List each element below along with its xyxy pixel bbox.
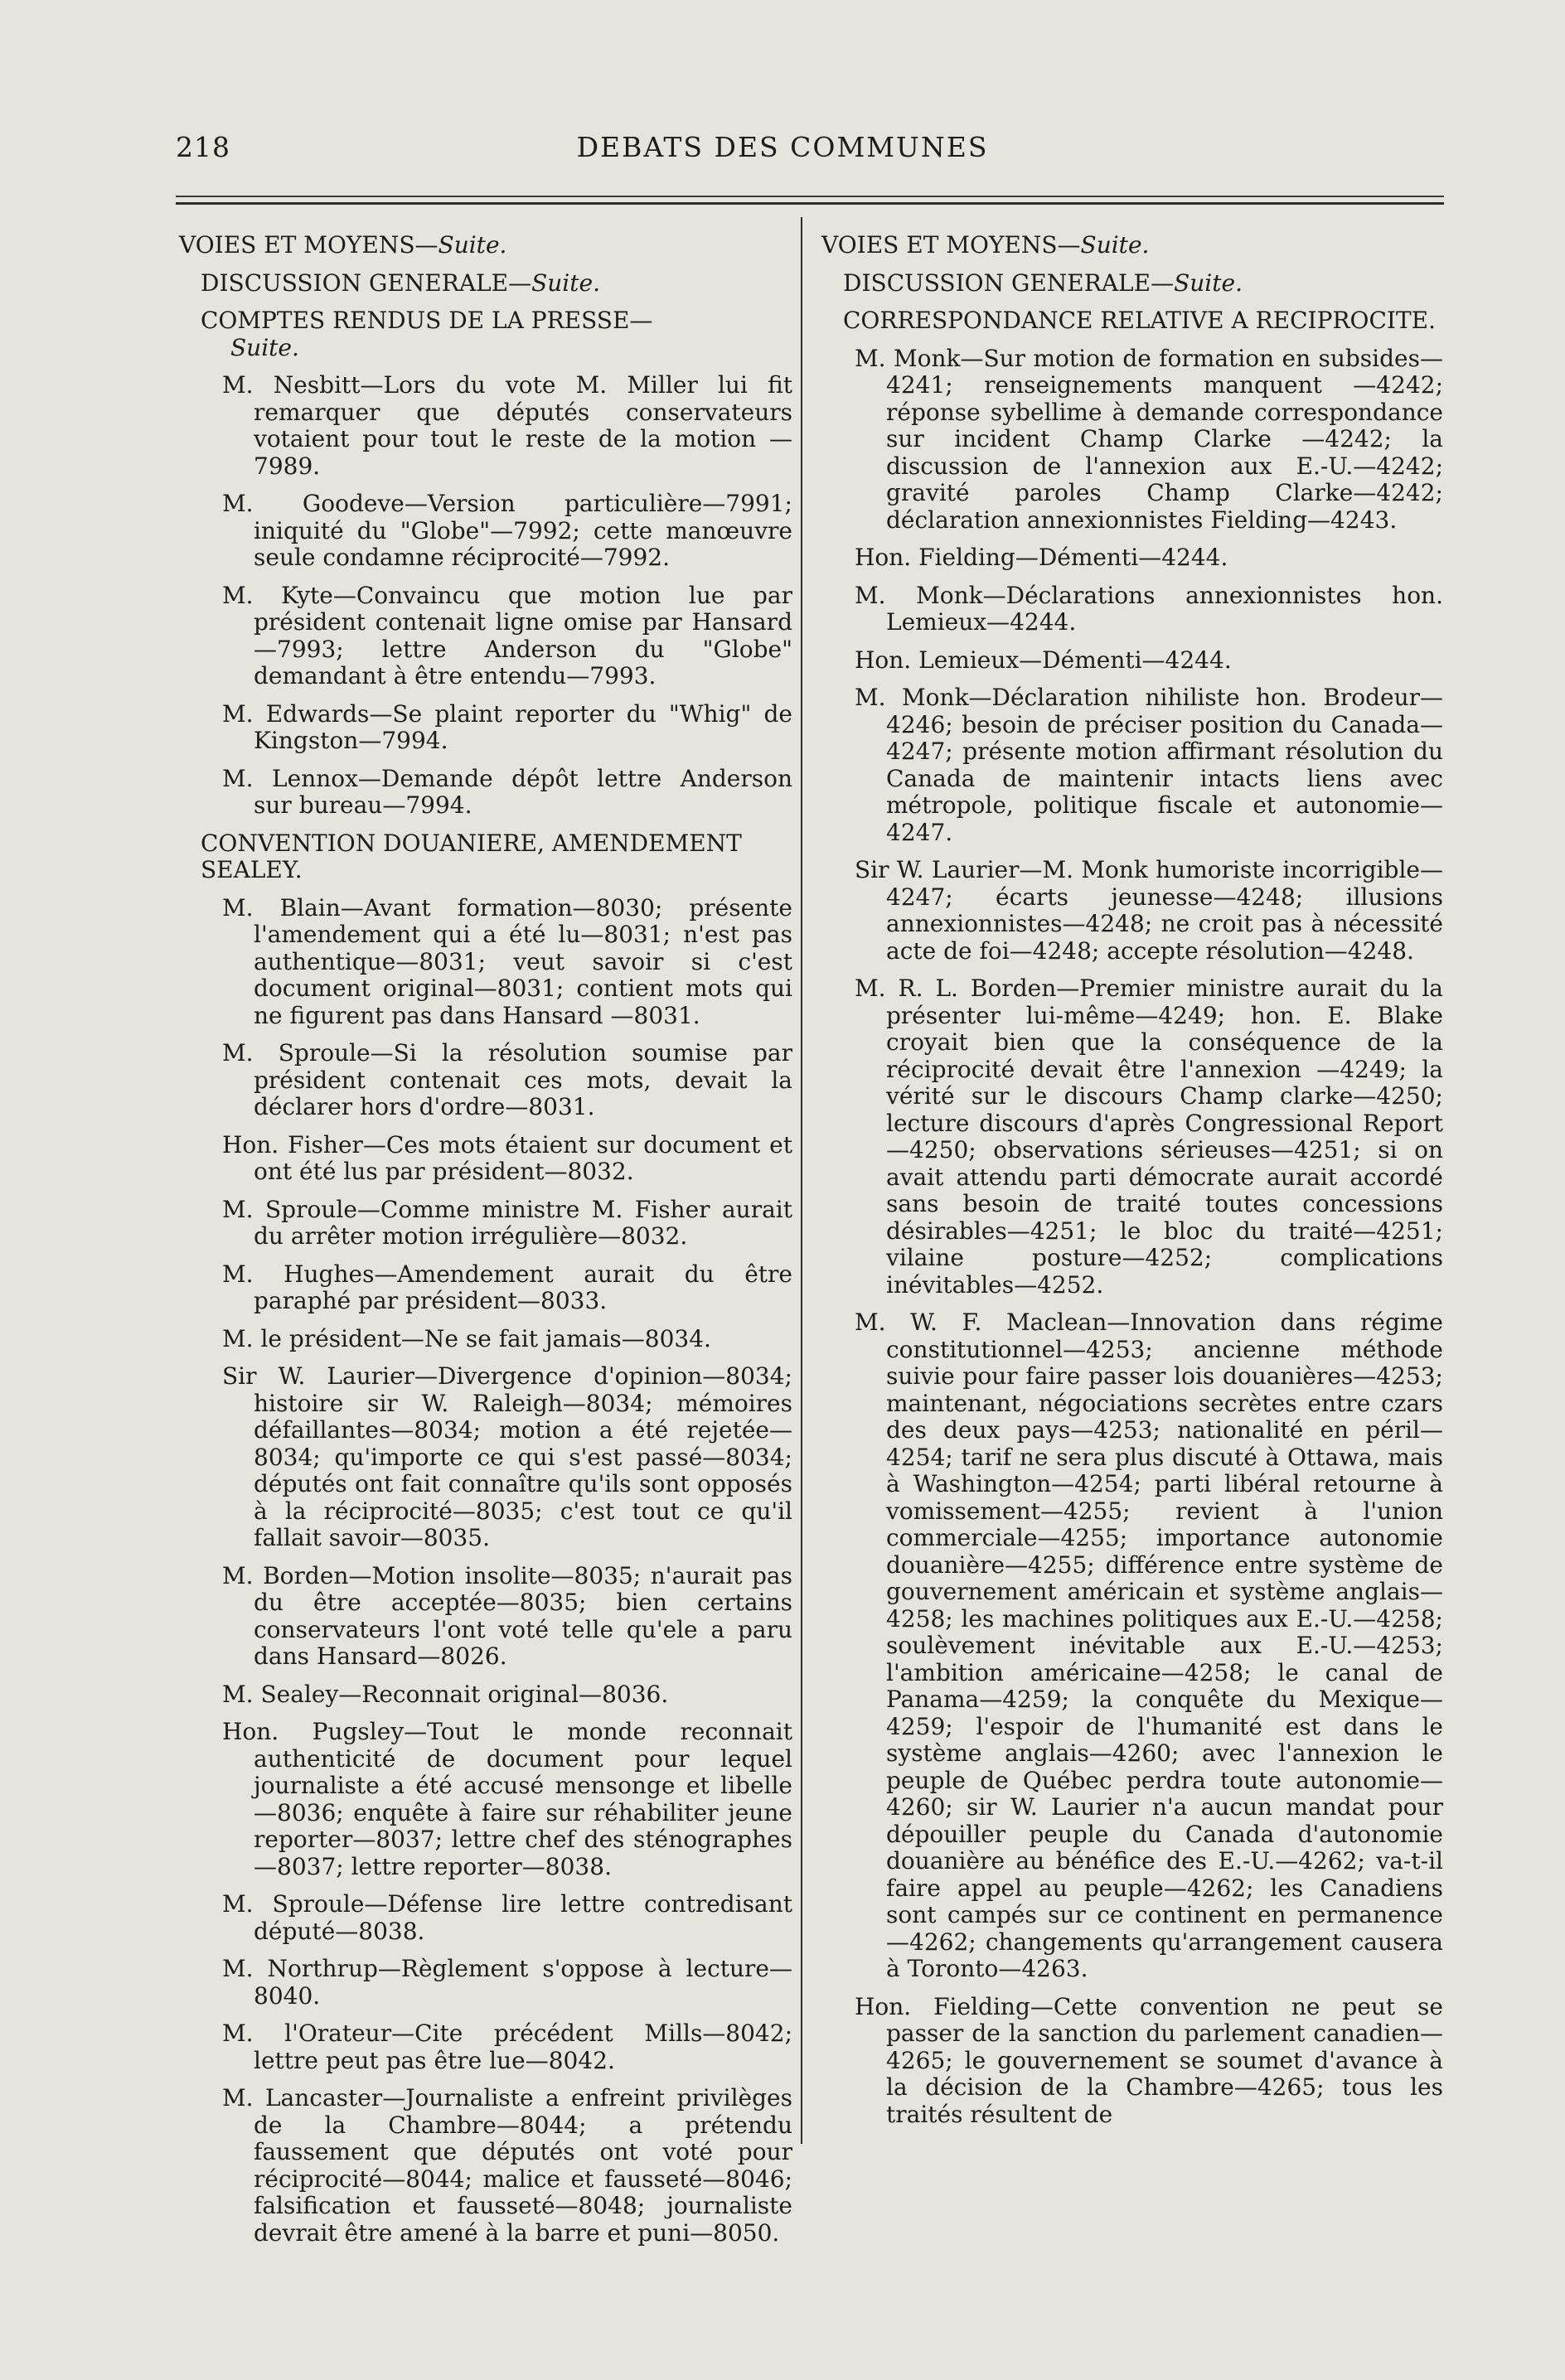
entry-list — [179, 895, 792, 2247]
list-item: M. Lennox—Demande dépôt lettre Anderson sur bureau—7994. — [222, 764, 792, 819]
running-head: DEBATS DES COMMUNES — [576, 131, 989, 163]
list-item: M. Monk—Déclaration nihiliste hon. Brodeur—4246; besoin de préciser position du Canada—4247; présente motion affirmant résolution du Canada de maintenir intacts liens avec métropole, politique fiscale et autonomie—4247. — [855, 684, 1443, 846]
entry-list — [179, 372, 792, 820]
list-item: M. Kyte—Convaincu que motion lue par président contenait ligne omise par Hansard—7993; lettre Anderson du "Globe" demandant à être entendu—7993. — [222, 581, 792, 689]
right-column — [821, 232, 1443, 2139]
list-item: M. R. L. Borden—Premier ministre aurait du la présenter lui-même—4249; hon. E. Blake croyait bien que la conséquence de la réciprocité devait être l'annexion —4249; la vérité sur le discours Champ clarke—4250; lecture discours d'après Congressional Report—4250; observations sérieuses—4251; si on avait attendu parti démocrate aurait accordé sans besoin de traité toutes concessions désirables—4251; le bloc du traité—4251; vilaine posture—4252; complications inévitables—4252. — [855, 975, 1443, 1299]
list-item: Hon. Pugsley—Tout le monde reconnait authenticité de document pour lequel journaliste a été accusé mensonge et libelle —8036; enquête à faire sur réhabiliter jeune reporter—8037; lettre chef des sténographes—8037; lettre reporter—8038. — [222, 1718, 792, 1880]
list-item: Hon. Fisher—Ces mots étaient sur document et ont été lus par président—8032. — [222, 1130, 792, 1185]
list-item: M. Goodeve—Version particulière—7991; iniquité du "Globe"—7992; cette manœuvre seule condamne réciprocité—7992. — [222, 490, 792, 571]
list-item: M. Hughes—Amendement aurait du être paraphé par président—8033. — [222, 1260, 792, 1314]
list-item: M. le président—Ne se fait jamais—8034. — [222, 1324, 711, 1352]
list-item: M. Sproule—Si la résolution soumise par président contenait ces mots, devait la déclarer hors d'ordre—8031. — [222, 1039, 792, 1120]
list-item: Sir W. Laurier—M. Monk humoriste incorrigible—4247; écarts jeunesse—4248; illusions annexionnistes—4248; ne croit pas à nécessité acte de foi—4248; accepte résolution—4248. — [855, 856, 1443, 965]
list-item: M. Northrup—Règlement s'oppose à lecture—8040. — [222, 1955, 792, 2010]
list-item: Hon. Lemieux—Démenti—4244. — [855, 646, 1232, 674]
heading-discussion-generale: DISCUSSION GENERALE—Suite. — [201, 268, 600, 297]
page-number: 218 — [176, 131, 230, 163]
entry-list — [821, 346, 1443, 2129]
list-item: Sir W. Laurier—Divergence d'opinion—8034; histoire sir W. Raleigh—8034; mémoires défaillantes—8034; motion a été rejetée—8034; qu'importe ce qui s'est passé—8034; députés ont fait connaître qu'ils sont opposés à la réciprocité—8035; c'est tout ce qu'il fallait savoir—8035. — [222, 1362, 792, 1551]
left-column — [179, 232, 792, 2257]
header-rule-thin — [176, 196, 1444, 197]
list-item: M. W. F. Maclean—Innovation dans régime constitutionnel—4253; ancienne méthode suivie pour faire passer lois douanières—4253; maintenant, négociations secrètes entre czars des deux pays—4253; nationalité en péril—4254; tarif ne sera plus discuté à Ottawa, mais à Washington—4254; parti libéral retourne à vomissement—4255; revient à l'union commerciale—4255; importance autonomie douanière—4255; différence entre système de gouvernement américain et système anglais—4258; les machines politiques aux E.-U.—4258; soulèvement inévitable aux E.-U.—4253; l'ambition américaine—4258; le canal de Panama—4259; la conquête du Mexique—4259; l'espoir de l'humanité est dans le système anglais—4260; avec l'annexion le peuple de Québec perdra toute autonomie—4260; sir W. Laurier n'a aucun mandat pour dépouiller peuple du Canada d'autonomie douanière au bénéfice des E.-U.—4262; va-t-il faire appel au peuple—4262; les Canadiens sont campés sur ce continent en permanence—4262; changements qu'arrangement causera à Toronto—4263. — [855, 1309, 1443, 1982]
list-item: M. Edwards—Se plaint reporter du "Whig" de Kingston—7994. — [222, 699, 792, 754]
heading-convention-douaniere: CONVENTION DOUANIERE, AMENDEMENT SEALEY. — [201, 829, 742, 883]
list-item: M. Monk—Déclarations annexionnistes hon. Lemieux—4244. — [855, 581, 1443, 636]
heading-discussion-generale: DISCUSSION GENERALE—Suite. — [843, 268, 1243, 297]
header-rule-thick — [176, 202, 1444, 205]
list-item: Hon. Fielding—Cette convention ne peut se passer de la sanction du parlement canadien—4265; le gouvernement se soumet d'avance à la décision de la Chambre—4265; tous les traités résultent de — [855, 1992, 1443, 2128]
heading-comptes-rendus: COMPTES RENDUS DE LA PRESSE— Suite. — [201, 307, 653, 361]
list-item: M. Sproule—Comme ministre M. Fisher aurait du arrêter motion irrégulière—8032. — [222, 1195, 792, 1250]
heading-voies-et-moyens: VOIES ET MOYENS—Suite. — [821, 231, 1150, 259]
list-item: M. Blain—Avant formation—8030; présente l'amendement qui a été lu—8031; n'est pas authentique—8031; veut savoir si c'est document original—8031; contient mots qui ne figurent pas dans Hansard —8031. — [222, 893, 792, 1029]
list-item: M. l'Orateur—Cite précédent Mills—8042; lettre peut pas être lue—8042. — [222, 2020, 792, 2074]
list-item: Hon. Fielding—Démenti—4244. — [855, 544, 1228, 571]
heading-correspondance: CORRESPONDANCE RELATIVE A RECIPROCITE. — [843, 307, 1436, 334]
list-item: M. Borden—Motion insolite—8035; n'aurait pas du être acceptée—8035; bien certains conservateurs l'ont voté telle qu'ele a paru dans Hansard—8026. — [222, 1561, 792, 1670]
list-item: M. Monk—Sur motion de formation en subsides—4241; renseignements manquent —4242; réponse sybellime à demande correspondance sur incident Champ Clarke —4242; la discussion de l'annexion aux E.-U.—4242; gravité paroles Champ Clarke—4242; déclaration annexionnistes Fielding—4243. — [855, 344, 1443, 534]
list-item: M. Lancaster—Journaliste a enfreint privilèges de la Chambre—8044; a prétendu faussement que députés ont voté pour réciprocité—8044; malice et fausseté—8046; falsification et fausseté—8048; journaliste devrait être amené à la barre et puni—8050. — [222, 2084, 792, 2247]
list-item: M. Nesbitt—Lors du vote M. Miller lui fit remarquer que députés conservateurs votaient pour tout le reste de la motion —7989. — [222, 371, 792, 480]
list-item: M. Sproule—Défense lire lettre contredisant député—8038. — [222, 1890, 792, 1945]
column-divider — [801, 217, 802, 2144]
heading-voies-et-moyens: VOIES ET MOYENS—Suite. — [179, 231, 507, 259]
list-item: M. Sealey—Reconnait original—8036. — [222, 1680, 669, 1708]
